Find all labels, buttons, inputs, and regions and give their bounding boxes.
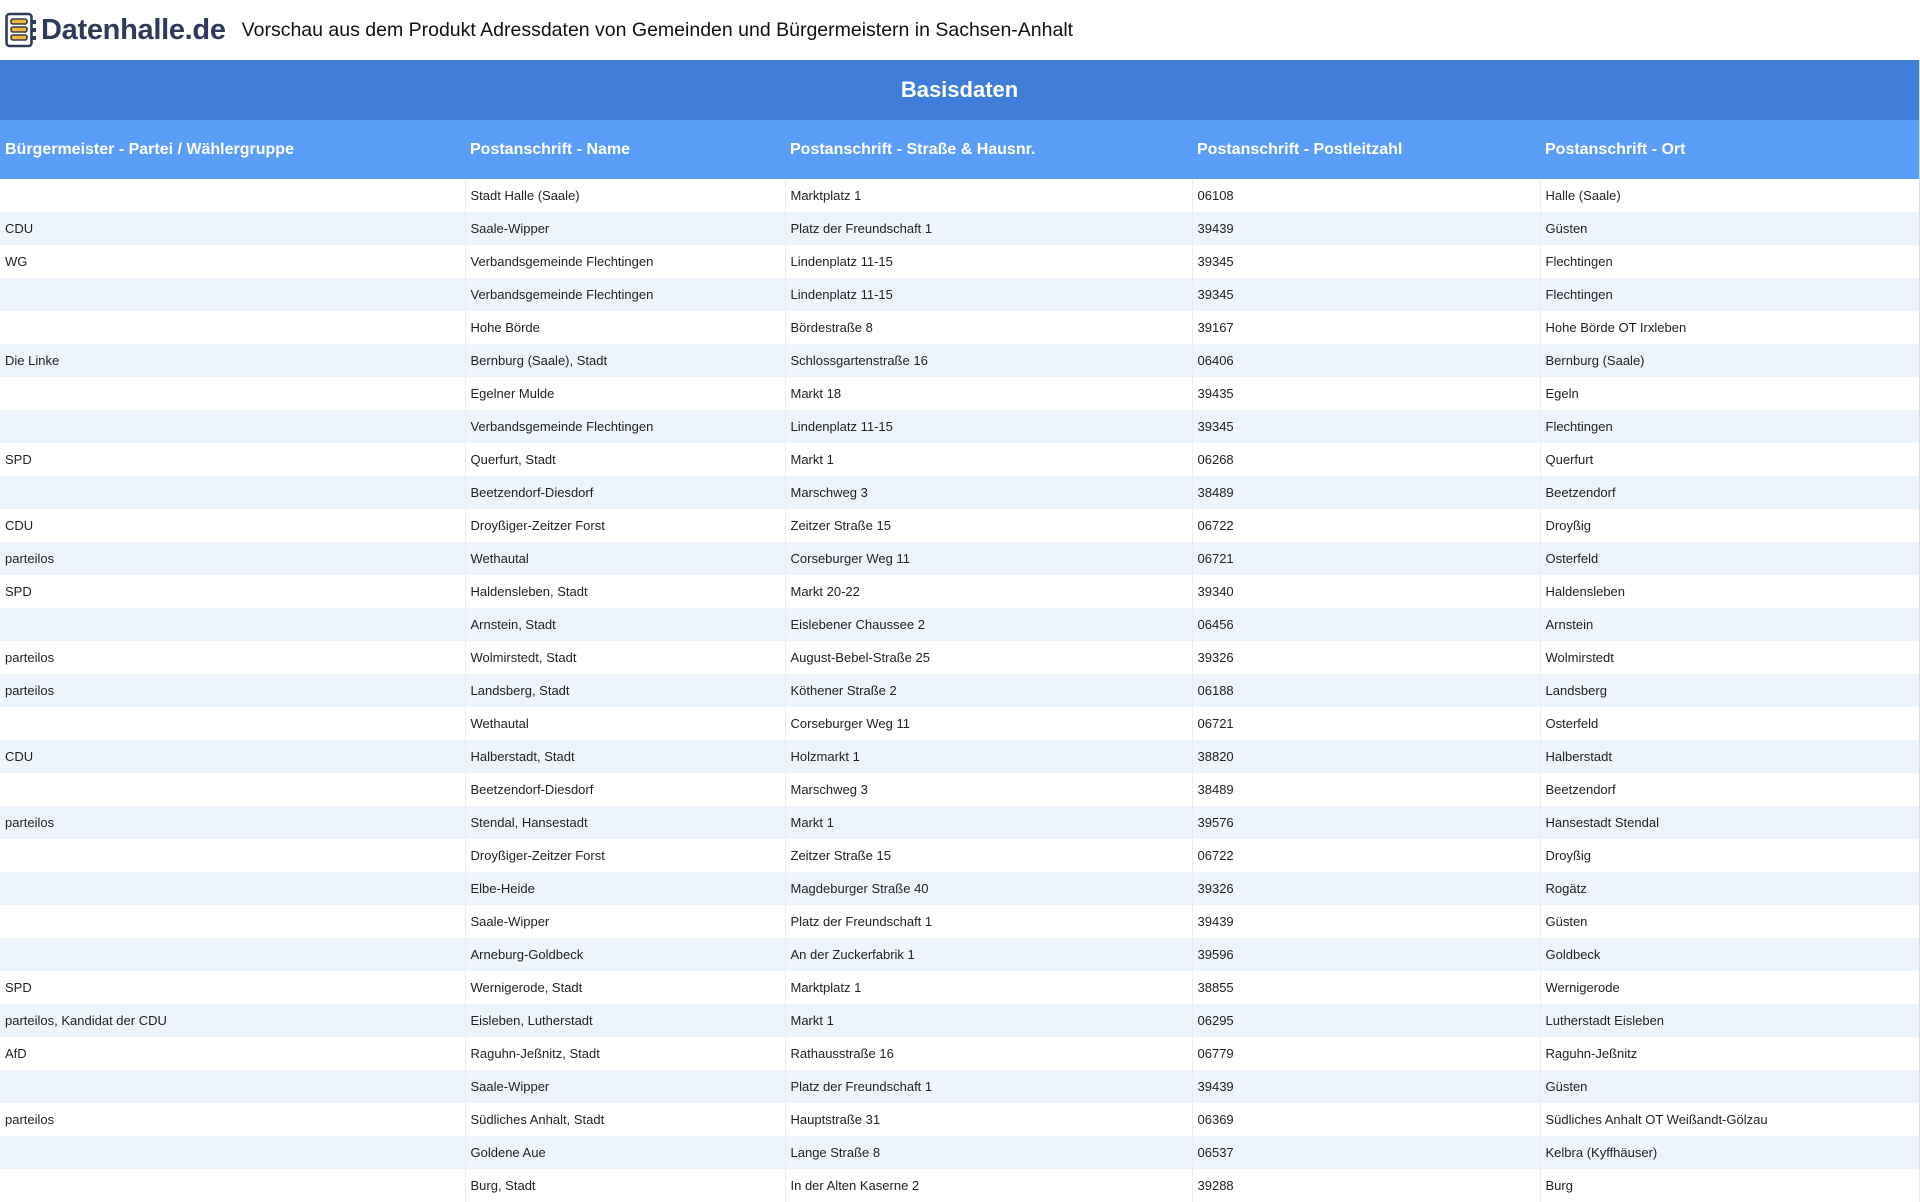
cell-strasse: Platz der Freundschaft 1 bbox=[785, 905, 1192, 938]
cell-name: Wernigerode, Stadt bbox=[465, 971, 785, 1004]
cell-name: Verbandsgemeinde Flechtingen bbox=[465, 410, 785, 443]
cell-partei: SPD bbox=[0, 575, 465, 608]
cell-strasse: August-Bebel-Straße 25 bbox=[785, 641, 1192, 674]
cell-postleitzahl: 39167 bbox=[1192, 311, 1540, 344]
column-header-row bbox=[0, 120, 1919, 179]
cell-ort: Droyßig bbox=[1540, 509, 1919, 542]
cell-strasse: Magdeburger Straße 40 bbox=[785, 872, 1192, 905]
cell-partei: CDU bbox=[0, 740, 465, 773]
cell-partei bbox=[0, 278, 465, 311]
cell-postleitzahl: 39288 bbox=[1192, 1169, 1540, 1202]
cell-postleitzahl: 39439 bbox=[1192, 905, 1540, 938]
cell-postleitzahl: 39326 bbox=[1192, 641, 1540, 674]
logo-text: Datenhalle.de bbox=[41, 13, 226, 46]
cell-name: Burg, Stadt bbox=[465, 1169, 785, 1202]
cell-name: Beetzendorf-Diesdorf bbox=[465, 773, 785, 806]
cell-postleitzahl: 06406 bbox=[1192, 344, 1540, 377]
cell-strasse: An der Zuckerfabrik 1 bbox=[785, 938, 1192, 971]
cell-partei: Die Linke bbox=[0, 344, 465, 377]
cell-name: Wethautal bbox=[465, 542, 785, 575]
cell-strasse: Marktplatz 1 bbox=[785, 971, 1192, 1004]
cell-partei bbox=[0, 707, 465, 740]
cell-ort: Hansestadt Stendal bbox=[1540, 806, 1919, 839]
column-header-name[interactable]: Postanschrift - Name bbox=[465, 120, 785, 179]
cell-ort: Flechtingen bbox=[1540, 410, 1919, 443]
cell-partei bbox=[0, 1136, 465, 1169]
cell-name: Haldensleben, Stadt bbox=[465, 575, 785, 608]
cell-name: Verbandsgemeinde Flechtingen bbox=[465, 245, 785, 278]
table-row bbox=[0, 1070, 1919, 1103]
cell-strasse: Platz der Freundschaft 1 bbox=[785, 1070, 1192, 1103]
cell-name: Wolmirstedt, Stadt bbox=[465, 641, 785, 674]
cell-name: Stadt Halle (Saale) bbox=[465, 179, 785, 212]
cell-partei: parteilos bbox=[0, 674, 465, 707]
cell-postleitzahl: 39439 bbox=[1192, 1070, 1540, 1103]
cell-strasse: Marschweg 3 bbox=[785, 476, 1192, 509]
table-row bbox=[0, 806, 1919, 839]
cell-partei bbox=[0, 311, 465, 344]
cell-name: Südliches Anhalt, Stadt bbox=[465, 1103, 785, 1136]
cell-ort: Lutherstadt Eisleben bbox=[1540, 1004, 1919, 1037]
table-row bbox=[0, 212, 1919, 245]
column-header-strasse[interactable]: Postanschrift - Straße & Hausnr. bbox=[785, 120, 1192, 179]
data-table-container[interactable] bbox=[0, 60, 1919, 1193]
cell-partei bbox=[0, 938, 465, 971]
table-row bbox=[0, 245, 1919, 278]
table-row bbox=[0, 1037, 1919, 1070]
cell-name: Stendal, Hansestadt bbox=[465, 806, 785, 839]
cell-strasse: Eislebener Chaussee 2 bbox=[785, 608, 1192, 641]
cell-ort: Flechtingen bbox=[1540, 245, 1919, 278]
cell-ort: Arnstein bbox=[1540, 608, 1919, 641]
cell-partei: parteilos bbox=[0, 641, 465, 674]
cell-postleitzahl: 06188 bbox=[1192, 674, 1540, 707]
cell-name: Halberstadt, Stadt bbox=[465, 740, 785, 773]
table-row bbox=[0, 641, 1919, 674]
table-row bbox=[0, 509, 1919, 542]
table-row bbox=[0, 872, 1919, 905]
cell-postleitzahl: 39340 bbox=[1192, 575, 1540, 608]
cell-postleitzahl: 06721 bbox=[1192, 707, 1540, 740]
cell-strasse: Schlossgartenstraße 16 bbox=[785, 344, 1192, 377]
cell-name: Raguhn-Jeßnitz, Stadt bbox=[465, 1037, 785, 1070]
cell-ort: Bernburg (Saale) bbox=[1540, 344, 1919, 377]
cell-name: Saale-Wipper bbox=[465, 1070, 785, 1103]
cell-name: Hohe Börde bbox=[465, 311, 785, 344]
cell-partei bbox=[0, 608, 465, 641]
cell-postleitzahl: 06779 bbox=[1192, 1037, 1540, 1070]
table-row bbox=[0, 575, 1919, 608]
data-table bbox=[0, 60, 1920, 1202]
cell-strasse: Marktplatz 1 bbox=[785, 179, 1192, 212]
cell-ort: Goldbeck bbox=[1540, 938, 1919, 971]
table-row bbox=[0, 410, 1919, 443]
cell-postleitzahl: 06721 bbox=[1192, 542, 1540, 575]
cell-ort: Rogätz bbox=[1540, 872, 1919, 905]
cell-partei bbox=[0, 377, 465, 410]
cell-ort: Osterfeld bbox=[1540, 707, 1919, 740]
cell-ort: Wolmirstedt bbox=[1540, 641, 1919, 674]
cell-name: Beetzendorf-Diesdorf bbox=[465, 476, 785, 509]
cell-strasse: Zeitzer Straße 15 bbox=[785, 509, 1192, 542]
cell-name: Bernburg (Saale), Stadt bbox=[465, 344, 785, 377]
cell-ort: Güsten bbox=[1540, 212, 1919, 245]
cell-ort: Kelbra (Kyffhäuser) bbox=[1540, 1136, 1919, 1169]
database-logo-icon bbox=[5, 11, 38, 49]
table-row bbox=[0, 1169, 1919, 1202]
column-header-postleitzahl[interactable]: Postanschrift - Postleitzahl bbox=[1192, 120, 1540, 179]
cell-name: Querfurt, Stadt bbox=[465, 443, 785, 476]
cell-partei bbox=[0, 1070, 465, 1103]
table-row bbox=[0, 179, 1919, 212]
cell-partei: SPD bbox=[0, 443, 465, 476]
cell-strasse: Corseburger Weg 11 bbox=[785, 707, 1192, 740]
cell-partei: parteilos bbox=[0, 806, 465, 839]
cell-partei bbox=[0, 872, 465, 905]
table-row bbox=[0, 773, 1919, 806]
table-row bbox=[0, 344, 1919, 377]
cell-ort: Güsten bbox=[1540, 905, 1919, 938]
cell-ort: Egeln bbox=[1540, 377, 1919, 410]
page-title: Vorschau aus dem Produkt Adressdaten von Gemeinden und Bürgermeistern in Sachsen-Anhalt bbox=[241, 18, 1074, 41]
cell-ort: Droyßig bbox=[1540, 839, 1919, 872]
cell-ort: Burg bbox=[1540, 1169, 1919, 1202]
cell-partei: AfD bbox=[0, 1037, 465, 1070]
cell-name: Droyßiger-Zeitzer Forst bbox=[465, 509, 785, 542]
table-row bbox=[0, 1004, 1919, 1037]
cell-strasse: Platz der Freundschaft 1 bbox=[785, 212, 1192, 245]
cell-postleitzahl: 39345 bbox=[1192, 245, 1540, 278]
column-header-ort[interactable]: Postanschrift - Ort bbox=[1540, 120, 1919, 179]
table-row bbox=[0, 1103, 1919, 1136]
cell-strasse: Köthener Straße 2 bbox=[785, 674, 1192, 707]
datenhalle-logo[interactable] bbox=[5, 10, 226, 50]
cell-strasse: Markt 1 bbox=[785, 443, 1192, 476]
cell-postleitzahl: 39345 bbox=[1192, 410, 1540, 443]
top-bar bbox=[0, 0, 1920, 60]
cell-name: Landsberg, Stadt bbox=[465, 674, 785, 707]
cell-postleitzahl: 39435 bbox=[1192, 377, 1540, 410]
cell-partei: WG bbox=[0, 245, 465, 278]
cell-strasse: Lindenplatz 11-15 bbox=[785, 410, 1192, 443]
cell-strasse: Markt 20-22 bbox=[785, 575, 1192, 608]
table-row bbox=[0, 608, 1919, 641]
column-header-partei[interactable]: Bürgermeister - Partei / Wählergruppe bbox=[0, 120, 465, 179]
table-body bbox=[0, 179, 1919, 1202]
cell-strasse: Rathausstraße 16 bbox=[785, 1037, 1192, 1070]
cell-strasse: Holzmarkt 1 bbox=[785, 740, 1192, 773]
cell-strasse: Markt 1 bbox=[785, 1004, 1192, 1037]
cell-postleitzahl: 06108 bbox=[1192, 179, 1540, 212]
table-row bbox=[0, 443, 1919, 476]
cell-name: Eisleben, Lutherstadt bbox=[465, 1004, 785, 1037]
cell-partei: SPD bbox=[0, 971, 465, 1004]
cell-name: Egelner Mulde bbox=[465, 377, 785, 410]
cell-ort: Halberstadt bbox=[1540, 740, 1919, 773]
cell-name: Wethautal bbox=[465, 707, 785, 740]
cell-name: Goldene Aue bbox=[465, 1136, 785, 1169]
group-header-basisdaten: Basisdaten bbox=[0, 60, 1919, 120]
cell-partei: CDU bbox=[0, 212, 465, 245]
table-row bbox=[0, 740, 1919, 773]
cell-ort: Beetzendorf bbox=[1540, 476, 1919, 509]
cell-partei: parteilos, Kandidat der CDU bbox=[0, 1004, 465, 1037]
table-row bbox=[0, 1136, 1919, 1169]
cell-partei: parteilos bbox=[0, 1103, 465, 1136]
cell-postleitzahl: 06268 bbox=[1192, 443, 1540, 476]
cell-strasse: Corseburger Weg 11 bbox=[785, 542, 1192, 575]
cell-partei: parteilos bbox=[0, 542, 465, 575]
cell-strasse: Lange Straße 8 bbox=[785, 1136, 1192, 1169]
cell-name: Saale-Wipper bbox=[465, 212, 785, 245]
cell-postleitzahl: 06537 bbox=[1192, 1136, 1540, 1169]
cell-ort: Südliches Anhalt OT Weißandt-Gölzau bbox=[1540, 1103, 1919, 1136]
cell-partei bbox=[0, 905, 465, 938]
cell-postleitzahl: 39345 bbox=[1192, 278, 1540, 311]
table-row bbox=[0, 377, 1919, 410]
cell-postleitzahl: 06369 bbox=[1192, 1103, 1540, 1136]
table-row bbox=[0, 476, 1919, 509]
cell-ort: Querfurt bbox=[1540, 443, 1919, 476]
cell-ort: Beetzendorf bbox=[1540, 773, 1919, 806]
cell-ort: Hohe Börde OT Irxleben bbox=[1540, 311, 1919, 344]
table-row bbox=[0, 839, 1919, 872]
cell-partei bbox=[0, 179, 465, 212]
cell-ort: Haldensleben bbox=[1540, 575, 1919, 608]
cell-strasse: Marschweg 3 bbox=[785, 773, 1192, 806]
cell-postleitzahl: 39439 bbox=[1192, 212, 1540, 245]
cell-partei bbox=[0, 476, 465, 509]
cell-strasse: Zeitzer Straße 15 bbox=[785, 839, 1192, 872]
cell-ort: Raguhn-Jeßnitz bbox=[1540, 1037, 1919, 1070]
cell-strasse: Lindenplatz 11-15 bbox=[785, 278, 1192, 311]
table-row bbox=[0, 278, 1919, 311]
cell-strasse: Bördestraße 8 bbox=[785, 311, 1192, 344]
cell-postleitzahl: 38489 bbox=[1192, 773, 1540, 806]
cell-ort: Halle (Saale) bbox=[1540, 179, 1919, 212]
cell-partei bbox=[0, 410, 465, 443]
cell-postleitzahl: 39596 bbox=[1192, 938, 1540, 971]
table-row bbox=[0, 311, 1919, 344]
cell-strasse: Lindenplatz 11-15 bbox=[785, 245, 1192, 278]
cell-postleitzahl: 38820 bbox=[1192, 740, 1540, 773]
cell-ort: Wernigerode bbox=[1540, 971, 1919, 1004]
cell-postleitzahl: 06456 bbox=[1192, 608, 1540, 641]
cell-partei bbox=[0, 1169, 465, 1202]
cell-partei: CDU bbox=[0, 509, 465, 542]
cell-name: Elbe-Heide bbox=[465, 872, 785, 905]
table-row bbox=[0, 707, 1919, 740]
cell-postleitzahl: 39576 bbox=[1192, 806, 1540, 839]
cell-ort: Güsten bbox=[1540, 1070, 1919, 1103]
cell-name: Droyßiger-Zeitzer Forst bbox=[465, 839, 785, 872]
cell-postleitzahl: 38855 bbox=[1192, 971, 1540, 1004]
cell-strasse: In der Alten Kaserne 2 bbox=[785, 1169, 1192, 1202]
cell-strasse: Markt 1 bbox=[785, 806, 1192, 839]
cell-name: Saale-Wipper bbox=[465, 905, 785, 938]
cell-ort: Landsberg bbox=[1540, 674, 1919, 707]
table-row bbox=[0, 971, 1919, 1004]
table-row bbox=[0, 938, 1919, 971]
cell-name: Verbandsgemeinde Flechtingen bbox=[465, 278, 785, 311]
table-row bbox=[0, 674, 1919, 707]
table-row bbox=[0, 542, 1919, 575]
cell-postleitzahl: 06722 bbox=[1192, 509, 1540, 542]
cell-partei bbox=[0, 773, 465, 806]
cell-postleitzahl: 38489 bbox=[1192, 476, 1540, 509]
cell-name: Arneburg-Goldbeck bbox=[465, 938, 785, 971]
cell-postleitzahl: 06295 bbox=[1192, 1004, 1540, 1037]
cell-postleitzahl: 39326 bbox=[1192, 872, 1540, 905]
cell-postleitzahl: 06722 bbox=[1192, 839, 1540, 872]
table-row bbox=[0, 905, 1919, 938]
cell-strasse: Hauptstraße 31 bbox=[785, 1103, 1192, 1136]
cell-ort: Osterfeld bbox=[1540, 542, 1919, 575]
cell-partei bbox=[0, 839, 465, 872]
cell-name: Arnstein, Stadt bbox=[465, 608, 785, 641]
cell-ort: Flechtingen bbox=[1540, 278, 1919, 311]
cell-strasse: Markt 18 bbox=[785, 377, 1192, 410]
